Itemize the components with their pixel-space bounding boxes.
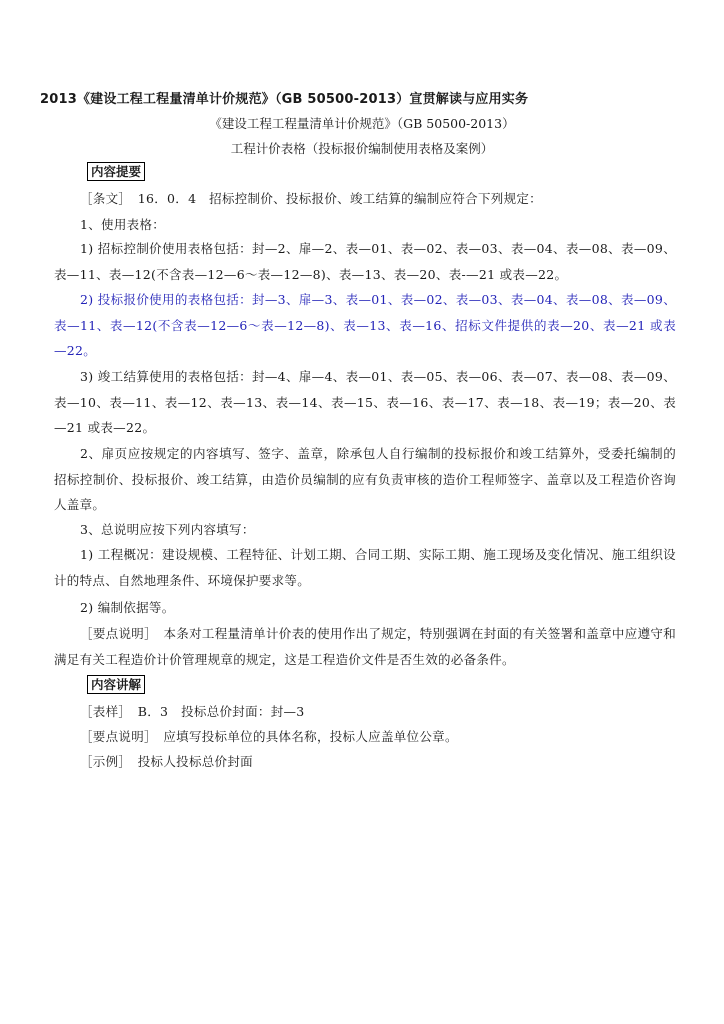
document-title: 2013《建设工程工程量清单计价规范》（GB 50500-2013）宣贯解读与应用实务 <box>40 92 529 107</box>
item-1-3: 3) 竣工结算使用的表格包括：封—4、扉—4、表—01、表—05、表—06、表—07、表—08、表—09、表—10、表—11、表—12、表—13、表—14、表—15、表—16、表—17、表—18、表—19；表—20、表—21 或表—22。 <box>54 369 676 435</box>
item-3-1: 1) 工程概况：建设规模、工程特征、计划工期、合同工期、实际工期、施工现场及变化情况、施工组织设计的特点、自然地理条件、环境保护要求等。 <box>54 547 676 588</box>
heading-content-explanation: 内容讲解 <box>87 675 145 694</box>
item-3: 3、总说明应按下列内容填写： <box>80 522 255 537</box>
item-2: 2、扉页应按规定的内容填写、签字、盖章，除承包人自行编制的投标报价和竣工结算外，受委托编制的招标控制价、投标报价、竣工结算，由造价员编制的应有负责审核的造价工程师签字、盖章以及工程造价咨询人盖章。 <box>54 446 676 512</box>
section-title: 工程计价表格（投标报价编制使用表格及案例） <box>230 141 494 156</box>
item-1-2-highlighted: 2) 投标报价使用的表格包括：封—3、扉—3、表—01、表—02、表—03、表—04、表—08、表—09、表—11、表—12(不含表—12—6～表—12—8)、表—13、表—16、招标文件提供的表—20、表—21 或表—22。 <box>54 292 676 358</box>
item-3-2: 2) 编制依据等。 <box>80 600 175 615</box>
regulation-subtitle: 《建设工程工程量清单计价规范》（GB 50500-2013） <box>209 116 515 131</box>
clause-line: ［条文］ 16．0．4 招标控制价、投标报价、竣工结算的编制应符合下列规定： <box>80 191 542 206</box>
table-sample-line: ［表样］ B．3 投标总价封面：封—3 <box>80 704 305 719</box>
item-1: 1、使用表格： <box>80 217 166 232</box>
heading-content-summary: 内容提要 <box>87 162 145 181</box>
key-note: ［要点说明］ 本条对工程量清单计价表的使用作出了规定，特别强调在封面的有关签署和盖章中应遵守和满足有关工程造价计价管理规章的规定，这是工程造价文件是否生效的必备条件。 <box>54 626 676 667</box>
item-1-1: 1) 招标控制价使用表格包括：封—2、扉—2、表—01、表—02、表—03、表—04、表—08、表—09、表—11、表—12(不含表—12—6～表—12—8)、表—13、表—20、表-—21 或表—22。 <box>54 241 676 282</box>
key-note-2: ［要点说明］ 应填写投标单位的具体名称，投标人应盖单位公章。 <box>80 729 458 744</box>
example-line: ［示例］ 投标人投标总价封面 <box>80 754 253 769</box>
